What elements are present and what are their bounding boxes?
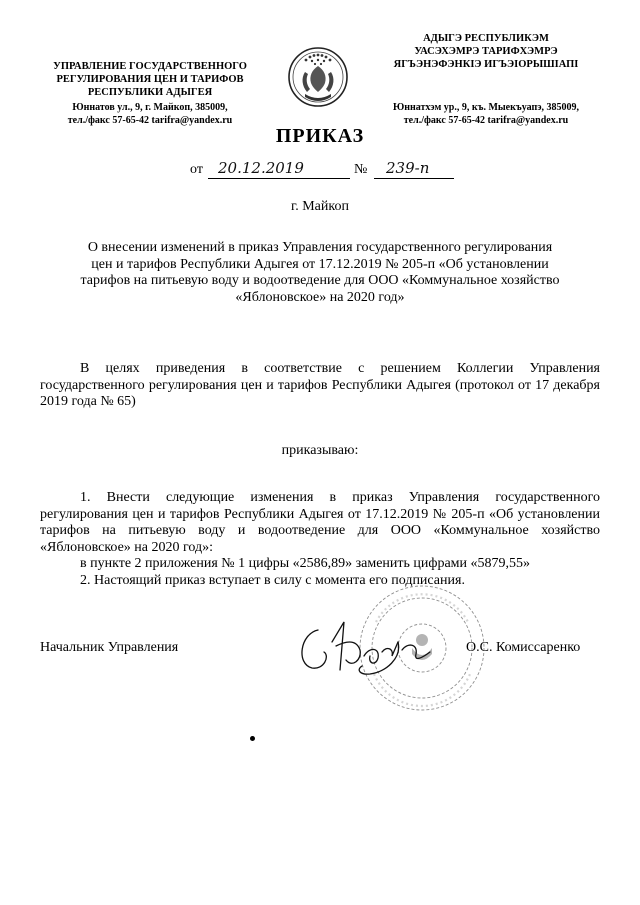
handwritten-signature-icon <box>290 612 470 682</box>
ink-dot <box>250 736 255 741</box>
header-left-line: РЕГУЛИРОВАНИЯ ЦЕН И ТАРИФОВ <box>56 74 244 85</box>
header-left-line: УПРАВЛЕНИЕ ГОСУДАРСТВЕННОГО <box>53 61 247 72</box>
date-underline <box>208 178 350 179</box>
date-prefix: от <box>190 162 203 177</box>
document-title: ПРИКАЗ <box>275 125 365 147</box>
address-line: тел./факс 57-65-42 tarifra@yandex.ru <box>67 115 233 126</box>
header-right-address <box>372 101 600 127</box>
header-left-line: РЕСПУБЛИКИ АДЫГЕЯ <box>87 87 213 98</box>
preamble-paragraph: В целях приведения в соответствие с решением Коллегии Управления государственного регулирования цен и тарифов Республики Адыгея (протокол от 17 декабря 2019 года № 65) <box>40 361 600 409</box>
signatory-name: О.С. Комиссаренко <box>466 640 581 655</box>
header-right-line: АДЫГЭ РЕСПУБЛИКЭМ <box>423 33 549 44</box>
order-item-1-detail: в пункте 2 приложения № 1 цифры «2586,89» заменить цифрами «5879,55» <box>80 556 531 571</box>
header-left-address <box>40 101 260 127</box>
address-line: Юннатов ул., 9, г. Майкоп, 385009, <box>72 102 228 113</box>
address-line: Юннатхэм ур., 9, къ. Мыекъуапэ, 385009, <box>392 102 580 113</box>
address-line: тел./факс 57-65-42 tarifra@yandex.ru <box>403 115 569 126</box>
date-value: 20.12.2019 <box>218 159 304 177</box>
coat-of-arms-icon <box>287 46 349 108</box>
order-item-2: 2. Настоящий приказ вступает в силу с момента его подписания. <box>80 573 465 588</box>
number-value: 239-п <box>386 159 430 177</box>
header-left-org <box>40 60 260 99</box>
number-prefix: № <box>354 162 368 177</box>
signatory-position: Начальник Управления <box>40 640 179 655</box>
order-subject: О внесении изменений в приказ Управления государственного регулирования цен и тарифов Республики Адыгея от 17.12.2019 № 205-п «Об установлении тарифов на питьевую воду и водоотведение для ООО «Коммунальное хозяйство «Яблоновское» на 2020 год» <box>80 240 560 305</box>
order-word: приказываю: <box>281 443 359 458</box>
header-right-line: ЯГЪЭНЭФЭНКIЭ ИГЪЭIОРЫШIАПI <box>393 59 579 70</box>
number-underline <box>374 178 454 179</box>
header-right-org <box>372 32 600 71</box>
city: г. Майкоп <box>291 199 349 214</box>
order-item-1: 1. Внести следующие изменения в приказ Управления государственного регулирования цен и тарифов Республики Адыгея от 17.12.2019 № 205-п «Об установлении тарифов на питьевую воду и водоотведение для ООО «Коммунальное хозяйство «Яблоновское» на 2020 год»: <box>40 490 600 555</box>
header-right-line: УАСЭХЭМРЭ ТАРИФХЭМРЭ <box>414 46 558 57</box>
